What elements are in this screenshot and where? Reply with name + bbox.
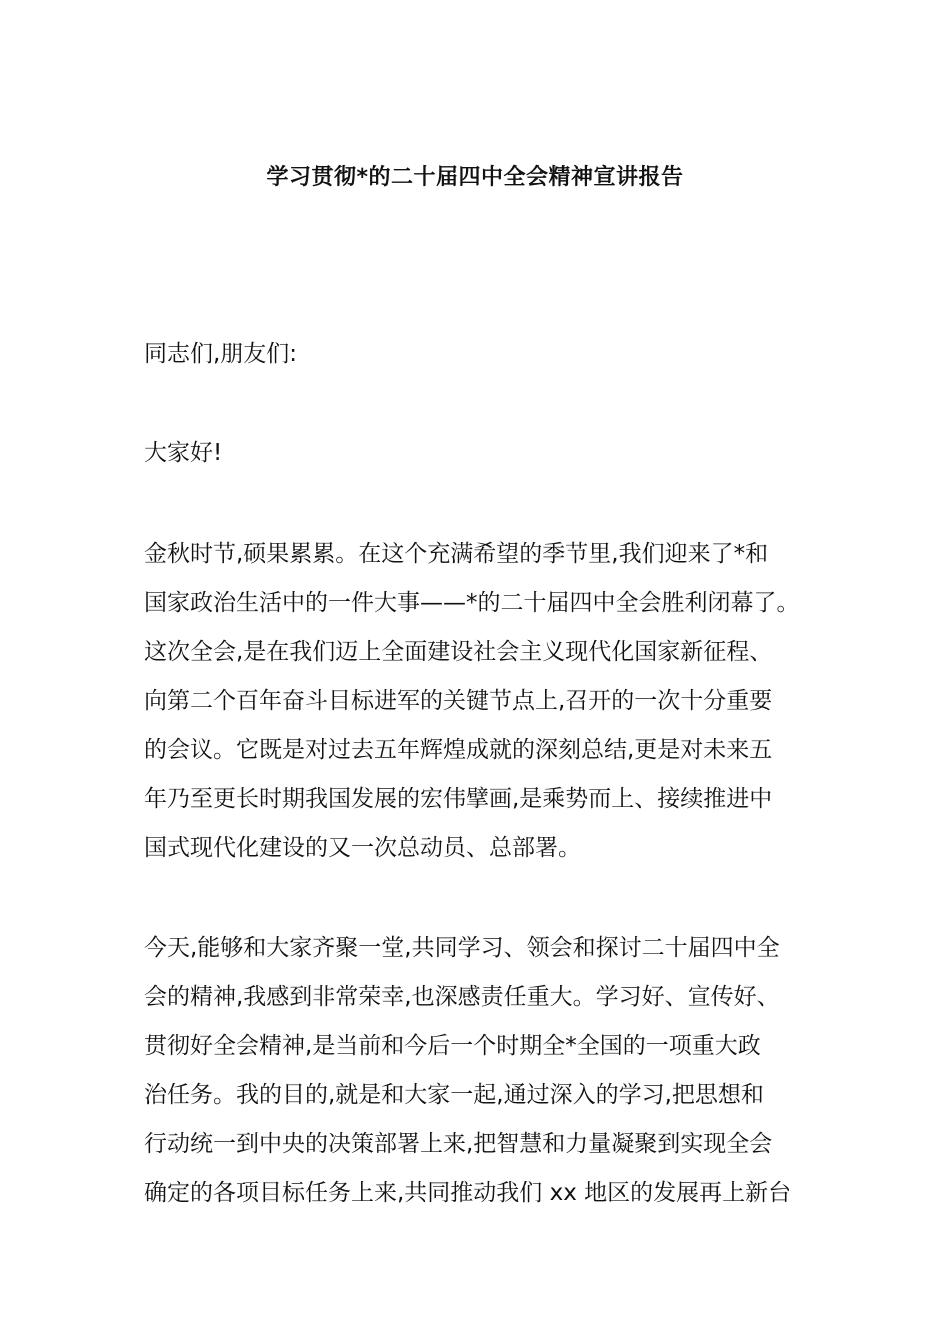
document-title: 学习贯彻*的二十届四中全会精神宣讲报告 — [266, 165, 684, 190]
paragraph-line: 确定的各项目标任务上来,共同推动我们 xx 地区的发展再上新台 — [144, 1180, 792, 1206]
salutation: 同志们,朋友们: — [144, 341, 298, 367]
paragraph-line: 贯彻好全会精神,是当前和今后一个时期全*全国的一项重大政 — [144, 1033, 761, 1059]
greeting: 大家好! — [144, 440, 223, 466]
paragraph-line: 今天,能够和大家齐聚一堂,共同学习、领会和探讨二十届四中全 — [144, 935, 780, 961]
paragraph-line: 金秋时节,硕果累累。在这个充满希望的季节里,我们迎来了*和 — [144, 541, 769, 567]
paragraph-line: 的会议。它既是对过去五年辉煌成就的深刻总结,更是对未来五 — [144, 737, 773, 763]
paragraph-line: 国式现代化建设的又一次总动员、总部署。 — [144, 835, 581, 861]
paragraph-line: 这次全会,是在我们迈上全面建设社会主义现代化国家新征程、 — [144, 639, 773, 665]
paragraph-line: 行动统一到中央的决策部署上来,把智慧和力量凝聚到实现全会 — [144, 1131, 773, 1157]
paragraph-line: 国家政治生活中的一件大事——*的二十届四中全会胜利闭幕了。 — [144, 590, 800, 616]
paragraph-line: 治任务。我的目的,就是和大家一起,通过深入的学习,把思想和 — [144, 1082, 764, 1108]
paragraph-2 — [144, 924, 816, 1218]
paragraph-1 — [144, 530, 816, 873]
document-body — [144, 330, 816, 1218]
paragraph-line: 向第二个百年奋斗目标进军的关键节点上,召开的一次十分重要 — [144, 688, 773, 714]
paragraph-line: 年乃至更长时期我国发展的宏伟擘画,是乘势而上、接续推进中 — [144, 786, 773, 812]
paragraph-line: 会的精神,我感到非常荣幸,也深感责任重大。学习好、宣传好、 — [144, 984, 780, 1010]
